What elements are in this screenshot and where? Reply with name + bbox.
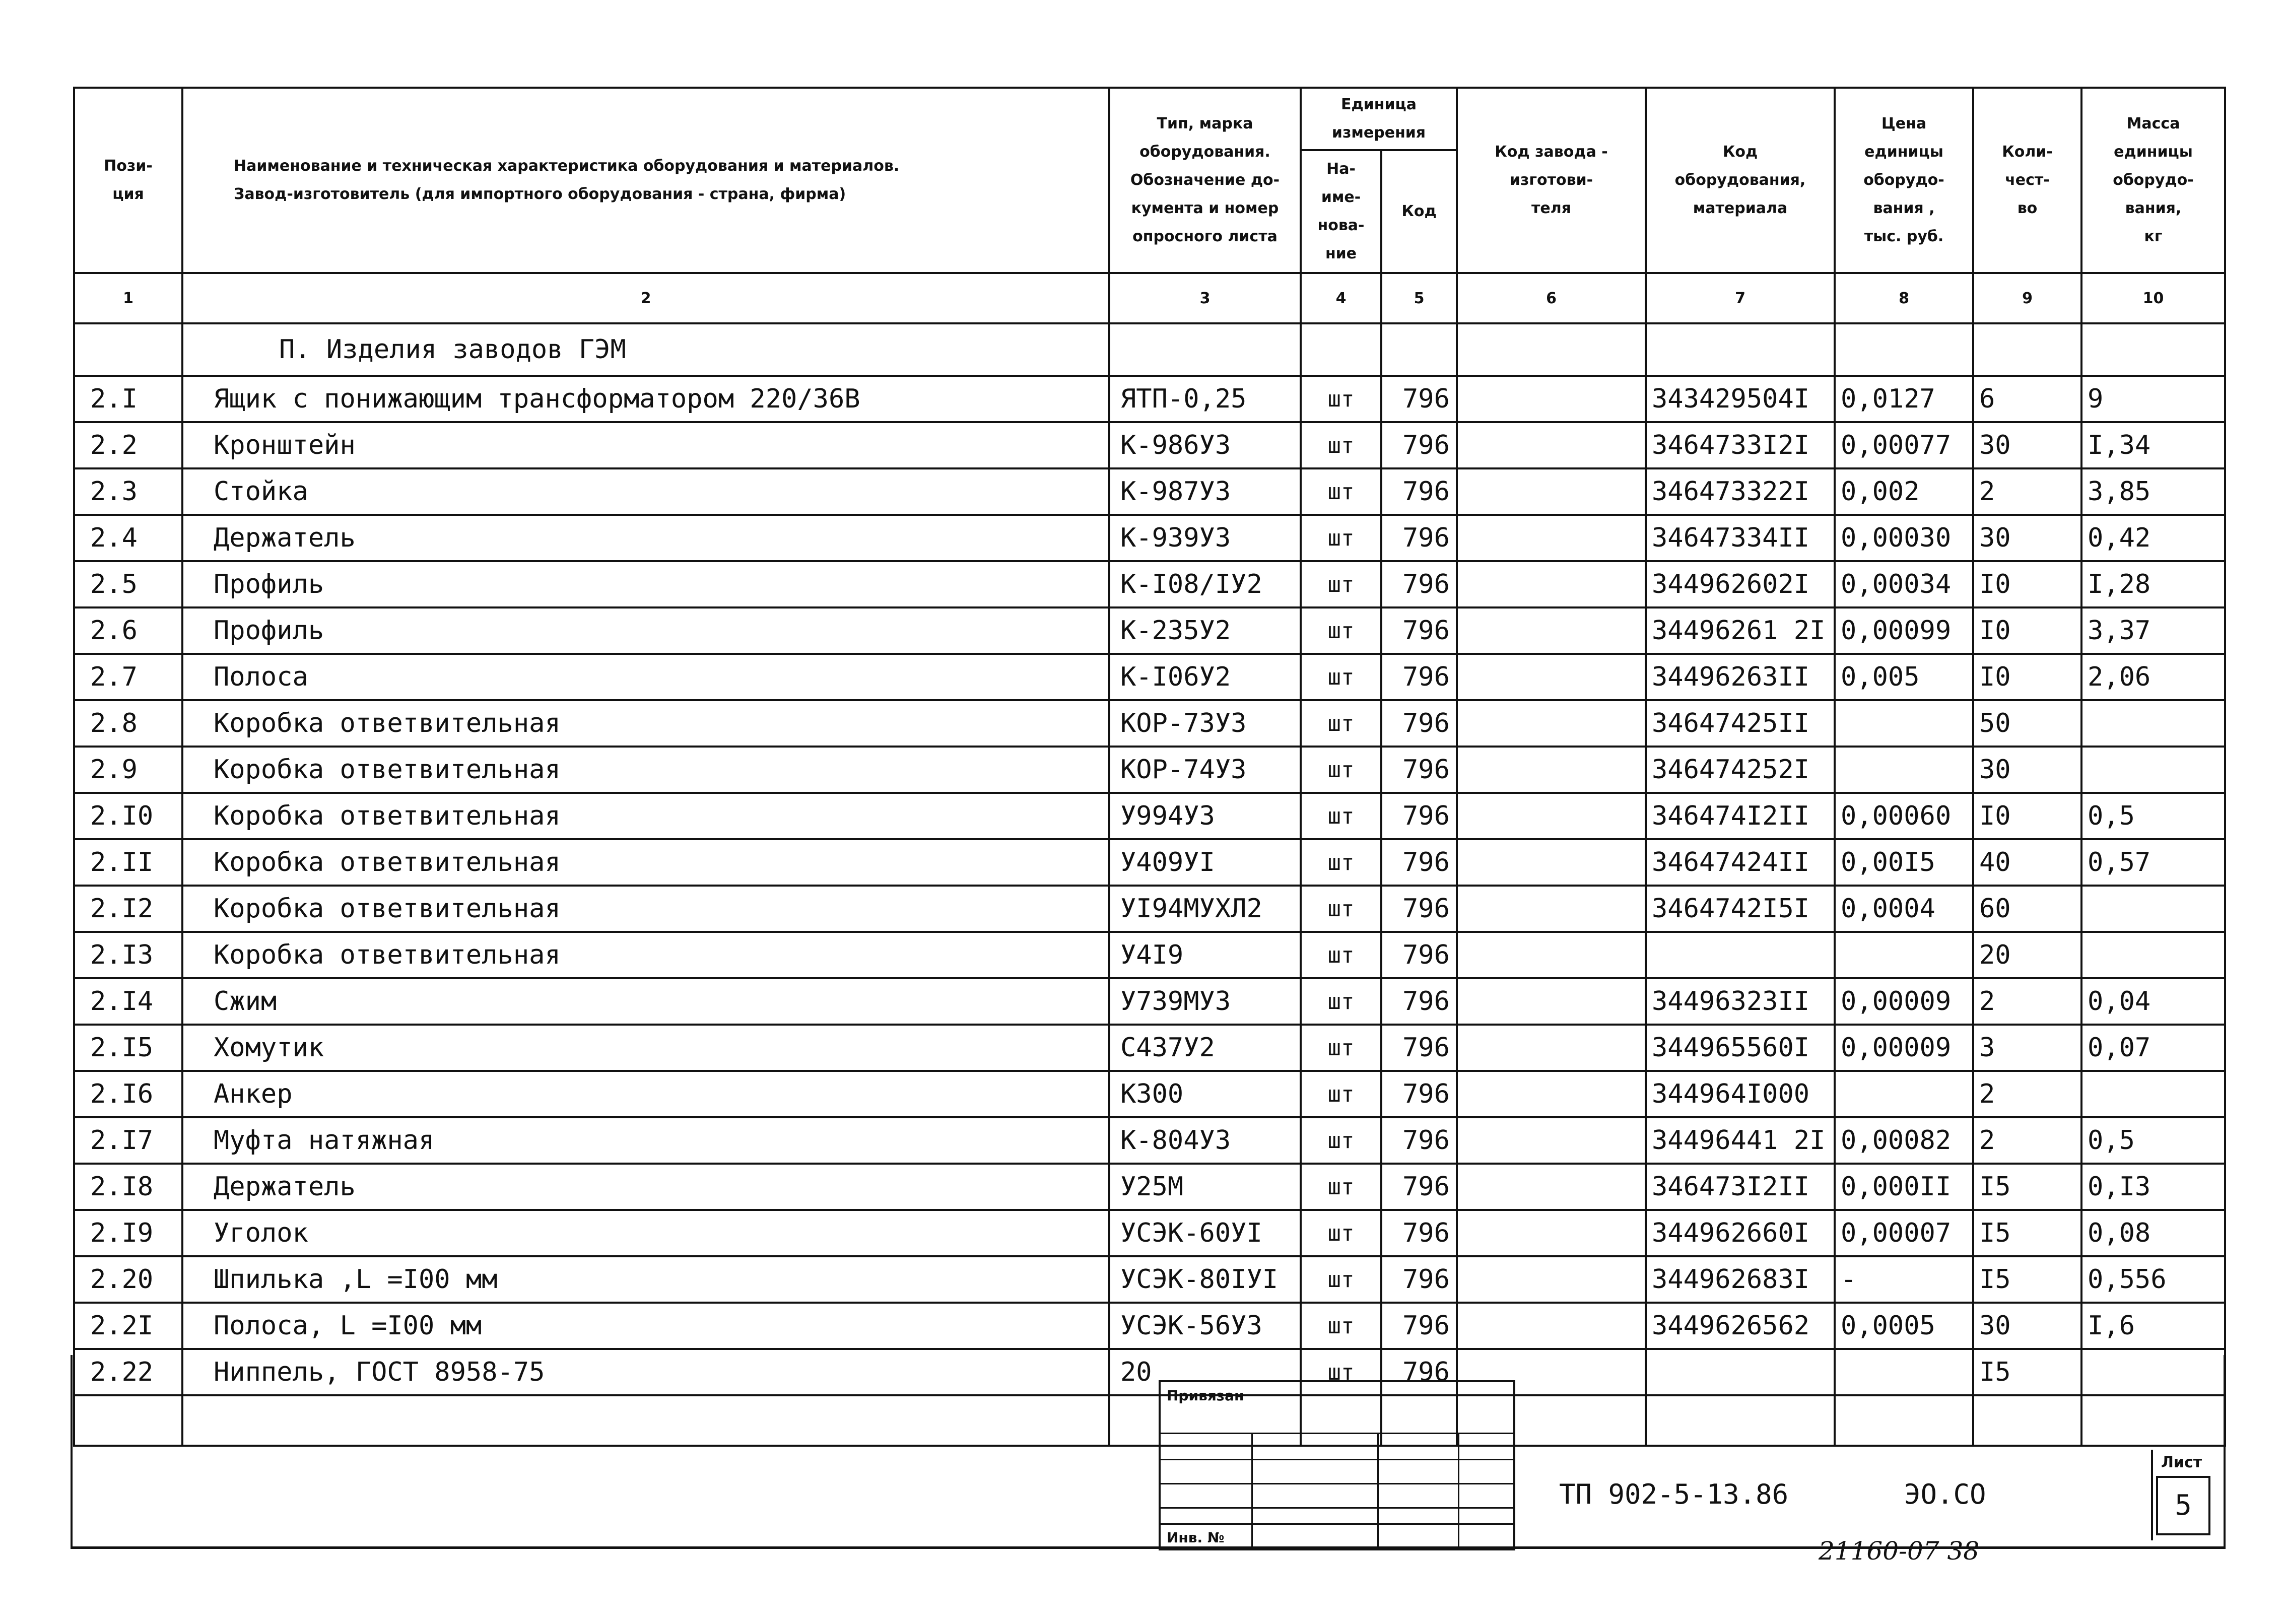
equipment-code-cell: 344962660I (1646, 1210, 1835, 1256)
header-mass: Масса единицы оборудо- вания, кг (2081, 88, 2225, 273)
position-cell: 2.I (74, 376, 182, 422)
table-row (74, 839, 2225, 886)
name-cell: Ниппель, ГОСТ 8958-75 (182, 1349, 1109, 1395)
position-cell: 2.II (74, 839, 182, 886)
quantity-cell: I5 (1973, 1349, 2081, 1395)
unit-code-cell: 796 (1381, 747, 1457, 793)
quantity-cell: 3 (1973, 1025, 2081, 1071)
column-number: 2 (182, 273, 1109, 323)
position-cell: 2.I5 (74, 1025, 182, 1071)
price-cell: 0,00I5 (1835, 839, 1973, 886)
table-row (74, 607, 2225, 654)
unit-code-cell: 796 (1381, 422, 1457, 468)
type-cell: У25М (1109, 1164, 1301, 1210)
specification-table (73, 87, 2226, 1447)
unit-cell: шт (1301, 561, 1381, 607)
type-cell: У409УI (1109, 839, 1301, 886)
name-cell: Коробка ответвительная (182, 932, 1109, 978)
plant-code-cell (1457, 700, 1646, 747)
equipment-code-cell: 344962602I (1646, 561, 1835, 607)
header-plant-code: Код завода - изготови- теля (1457, 88, 1646, 273)
stamp-title: Привязан (1167, 1387, 1244, 1404)
position-cell: 2.7 (74, 654, 182, 700)
position-cell: 2.4 (74, 515, 182, 561)
type-cell: ЯТП-0,25 (1109, 376, 1301, 422)
mass-cell (2081, 700, 2225, 747)
mass-cell: 2,06 (2081, 654, 2225, 700)
mass-cell: 0,5 (2081, 793, 2225, 839)
column-number: 10 (2081, 273, 2225, 323)
quantity-cell: 40 (1973, 839, 2081, 886)
name-cell: Коробка ответвительная (182, 886, 1109, 932)
plant-code-cell (1457, 839, 1646, 886)
unit-code-cell: 796 (1381, 700, 1457, 747)
equipment-code-cell: 34647424II (1646, 839, 1835, 886)
header-type: Тип, марка оборудования. Обозначение до- кумента и номер опросного листа (1109, 88, 1301, 273)
price-cell: 0,00030 (1835, 515, 1973, 561)
price-cell (1835, 700, 1973, 747)
mass-cell: 0,04 (2081, 978, 2225, 1025)
type-cell: К300 (1109, 1071, 1301, 1117)
name-cell: Кронштейн (182, 422, 1109, 468)
plant-code-cell (1457, 515, 1646, 561)
unit-code-cell: 796 (1381, 561, 1457, 607)
type-cell: К-235У2 (1109, 607, 1301, 654)
mass-cell: 0,42 (2081, 515, 2225, 561)
type-cell: К-I08/IУ2 (1109, 561, 1301, 607)
name-cell: Профиль (182, 561, 1109, 607)
frame-bottom (71, 1355, 2226, 1549)
stamp-line (1458, 1433, 1459, 1548)
unit-cell: шт (1301, 1256, 1381, 1303)
header-quantity: Коли- чест- во (1973, 88, 2081, 273)
position-cell: 2.I7 (74, 1117, 182, 1164)
table-row (74, 468, 2225, 515)
equipment-code-cell: 344964I000 (1646, 1071, 1835, 1117)
unit-cell: шт (1301, 1117, 1381, 1164)
column-number: 7 (1646, 273, 1835, 323)
position-cell: 2.3 (74, 468, 182, 515)
unit-cell: шт (1301, 700, 1381, 747)
name-cell: Коробка ответвительная (182, 700, 1109, 747)
name-cell: Муфта натяжная (182, 1117, 1109, 1164)
table-row (74, 793, 2225, 839)
sheet-label: Лист (2161, 1454, 2202, 1471)
unit-cell: шт (1301, 376, 1381, 422)
type-cell: У739МУ3 (1109, 978, 1301, 1025)
quantity-cell: I5 (1973, 1210, 2081, 1256)
type-cell: К-I06У2 (1109, 654, 1301, 700)
table-row (74, 1164, 2225, 1210)
quantity-cell: I0 (1973, 607, 2081, 654)
name-cell: Полоса, L =I00 мм (182, 1303, 1109, 1349)
table-row (74, 422, 2225, 468)
equipment-code-cell: 346474I2II (1646, 793, 1835, 839)
table-row (74, 1025, 2225, 1071)
equipment-code-cell: 346473I2II (1646, 1164, 1835, 1210)
equipment-code-cell: 344962683I (1646, 1256, 1835, 1303)
name-cell: Анкер (182, 1071, 1109, 1117)
position-cell: 2.I6 (74, 1071, 182, 1117)
unit-cell: шт (1301, 886, 1381, 932)
position-cell: 2.I2 (74, 886, 182, 932)
equipment-code-cell: 34647425II (1646, 700, 1835, 747)
quantity-cell: 60 (1973, 886, 2081, 932)
type-cell: К-987У3 (1109, 468, 1301, 515)
column-number: 5 (1381, 273, 1457, 323)
unit-code-cell: 796 (1381, 1164, 1457, 1210)
unit-code-cell: 796 (1381, 1210, 1457, 1256)
plant-code-cell (1457, 561, 1646, 607)
position-cell: 2.I3 (74, 932, 182, 978)
plant-code-cell (1457, 1117, 1646, 1164)
header-name: Наименование и техническая характеристика оборудования и материалов. Завод-изготовитель (для импортного оборудования - страна, фирма) (182, 88, 1109, 273)
unit-cell: шт (1301, 1025, 1381, 1071)
type-cell: У4I9 (1109, 932, 1301, 978)
unit-cell: шт (1301, 468, 1381, 515)
price-cell: 0,0005 (1835, 1303, 1973, 1349)
mass-cell: 0,556 (2081, 1256, 2225, 1303)
name-cell: Сжим (182, 978, 1109, 1025)
quantity-cell: 30 (1973, 422, 2081, 468)
equipment-code-cell: 344965560I (1646, 1025, 1835, 1071)
name-cell: Коробка ответвительная (182, 793, 1109, 839)
unit-cell: шт (1301, 793, 1381, 839)
type-cell: К-804У3 (1109, 1117, 1301, 1164)
document-code: ТП 902-5-13.86 (1559, 1478, 1789, 1510)
unit-cell: шт (1301, 607, 1381, 654)
plant-code-cell (1457, 1025, 1646, 1071)
unit-code-cell: 796 (1381, 793, 1457, 839)
unit-code-cell: 796 (1381, 468, 1457, 515)
unit-cell: шт (1301, 1071, 1381, 1117)
name-cell: Шпилька ,L =I00 мм (182, 1256, 1109, 1303)
price-cell: 0,005 (1835, 654, 1973, 700)
quantity-cell: 6 (1973, 376, 2081, 422)
position-cell: 2.I0 (74, 793, 182, 839)
type-cell: УСЭК-56У3 (1109, 1303, 1301, 1349)
name-cell: Коробка ответвительная (182, 747, 1109, 793)
table-row (74, 1303, 2225, 1349)
stamp-line (1161, 1507, 1513, 1509)
mass-cell (2081, 932, 2225, 978)
quantity-cell: 30 (1973, 747, 2081, 793)
equipment-code-cell: 34496441 2I (1646, 1117, 1835, 1164)
price-cell: 0,00007 (1835, 1210, 1973, 1256)
unit-cell: шт (1301, 932, 1381, 978)
mass-cell: 0,08 (2081, 1210, 2225, 1256)
plant-code-cell (1457, 468, 1646, 515)
price-cell: 0,00034 (1835, 561, 1973, 607)
unit-code-cell: 796 (1381, 607, 1457, 654)
price-cell (1835, 1071, 1973, 1117)
table-row (74, 932, 2225, 978)
price-cell (1835, 932, 1973, 978)
quantity-cell: 30 (1973, 1303, 2081, 1349)
equipment-code-cell: 3464742I5I (1646, 886, 1835, 932)
price-cell: 0,00077 (1835, 422, 1973, 468)
mass-cell: 0,I3 (2081, 1164, 2225, 1210)
unit-code-cell: 796 (1381, 886, 1457, 932)
table-row (74, 747, 2225, 793)
position-cell: 2.I8 (74, 1164, 182, 1210)
table-row (74, 515, 2225, 561)
stamp-line (1377, 1433, 1379, 1548)
equipment-code-cell: 3464733I2I (1646, 422, 1835, 468)
position-cell: 2.2 (74, 422, 182, 468)
name-cell: Стойка (182, 468, 1109, 515)
type-cell: УI94МУХЛ2 (1109, 886, 1301, 932)
quantity-cell: 20 (1973, 932, 2081, 978)
name-cell: Держатель (182, 1164, 1109, 1210)
unit-cell: шт (1301, 422, 1381, 468)
price-cell: 0,00082 (1835, 1117, 1973, 1164)
unit-code-cell: 796 (1381, 839, 1457, 886)
table-row (74, 654, 2225, 700)
plant-code-cell (1457, 1071, 1646, 1117)
type-cell: С437У2 (1109, 1025, 1301, 1071)
unit-code-cell: 796 (1381, 1025, 1457, 1071)
column-number: 8 (1835, 273, 1973, 323)
stamp-line (1161, 1483, 1513, 1484)
mass-cell: 0,5 (2081, 1117, 2225, 1164)
table-row (74, 978, 2225, 1025)
header-unit-group: Единица измерения (1301, 88, 1457, 150)
name-cell: Уголок (182, 1210, 1109, 1256)
mass-cell (2081, 1071, 2225, 1117)
section-row (74, 323, 2225, 376)
position-cell: 2.8 (74, 700, 182, 747)
price-cell: 0,00009 (1835, 978, 1973, 1025)
quantity-cell: 2 (1973, 1071, 2081, 1117)
header-unit-name: На- име- нова- ние (1301, 150, 1381, 273)
table-row (74, 1210, 2225, 1256)
table-body (74, 376, 2225, 1395)
name-cell: Хомутик (182, 1025, 1109, 1071)
type-cell: У994У3 (1109, 793, 1301, 839)
quantity-cell: I0 (1973, 654, 2081, 700)
unit-cell: шт (1301, 978, 1381, 1025)
mass-cell: 0,07 (2081, 1025, 2225, 1071)
unit-cell: шт (1301, 839, 1381, 886)
plant-code-cell (1457, 1210, 1646, 1256)
unit-cell: шт (1301, 515, 1381, 561)
price-cell: 0,000II (1835, 1164, 1973, 1210)
header-row (74, 88, 2225, 150)
quantity-cell: 2 (1973, 468, 2081, 515)
unit-code-cell: 796 (1381, 515, 1457, 561)
column-number: 9 (1973, 273, 2081, 323)
equipment-code-cell: 34647334II (1646, 515, 1835, 561)
mass-cell: 3,85 (2081, 468, 2225, 515)
document-suffix: ЭО.СО (1904, 1478, 1986, 1510)
sheet-number: 5 (2156, 1476, 2210, 1535)
header-equipment-code: Код оборудования, материала (1646, 88, 1835, 273)
binding-stamp (1159, 1380, 1515, 1550)
header-position: Пози- ция (74, 88, 182, 273)
plant-code-cell (1457, 1303, 1646, 1349)
table-row (74, 700, 2225, 747)
unit-cell: шт (1301, 747, 1381, 793)
price-cell: 0,00060 (1835, 793, 1973, 839)
quantity-cell: 2 (1973, 978, 2081, 1025)
position-cell: 2.I4 (74, 978, 182, 1025)
type-cell: КОР-73У3 (1109, 700, 1301, 747)
column-number: 4 (1301, 273, 1381, 323)
equipment-code-cell (1646, 932, 1835, 978)
position-cell: 2.6 (74, 607, 182, 654)
equipment-code-cell: 346474252I (1646, 747, 1835, 793)
price-cell: 0,00009 (1835, 1025, 1973, 1071)
unit-code-cell: 796 (1381, 654, 1457, 700)
equipment-code-cell: 34496263II (1646, 654, 1835, 700)
price-cell: - (1835, 1256, 1973, 1303)
table-row (74, 886, 2225, 932)
unit-code-cell: 796 (1381, 1071, 1457, 1117)
name-cell: Коробка ответвительная (182, 839, 1109, 886)
quantity-cell: I5 (1973, 1256, 2081, 1303)
unit-code-cell: 796 (1381, 978, 1457, 1025)
mass-cell: I,34 (2081, 422, 2225, 468)
column-number-row (74, 273, 2225, 323)
quantity-cell: I5 (1973, 1164, 2081, 1210)
plant-code-cell (1457, 654, 1646, 700)
plant-code-cell (1457, 932, 1646, 978)
position-cell: 2.5 (74, 561, 182, 607)
table-row (74, 1117, 2225, 1164)
type-cell: КОР-74У3 (1109, 747, 1301, 793)
mass-cell (2081, 886, 2225, 932)
type-cell: УСЭК-60УI (1109, 1210, 1301, 1256)
unit-code-cell: 796 (1381, 1256, 1457, 1303)
unit-code-cell: 796 (1381, 932, 1457, 978)
unit-cell: шт (1301, 654, 1381, 700)
unit-cell: шт (1301, 1210, 1381, 1256)
mass-cell: 0,57 (2081, 839, 2225, 886)
position-cell: 2.I9 (74, 1210, 182, 1256)
unit-cell: шт (1301, 1164, 1381, 1210)
name-cell: Полоса (182, 654, 1109, 700)
column-number: 1 (74, 273, 182, 323)
mass-cell: I,6 (2081, 1303, 2225, 1349)
unit-code-cell: 796 (1381, 1117, 1457, 1164)
type-cell: К-986У3 (1109, 422, 1301, 468)
name-cell: Держатель (182, 515, 1109, 561)
table-row (74, 1256, 2225, 1303)
equipment-code-cell: 3449626562 (1646, 1303, 1835, 1349)
mass-cell: 3,37 (2081, 607, 2225, 654)
type-cell: 20 (1109, 1349, 1301, 1395)
position-cell: 2.9 (74, 747, 182, 793)
stamp-line (1251, 1433, 1253, 1548)
section-title: П. Изделия заводов ГЭМ (182, 323, 1109, 376)
table-row (74, 1071, 2225, 1117)
archive-number: 21160-07 38 (1819, 1536, 1980, 1566)
unit-cell: шт (1301, 1303, 1381, 1349)
table-row (74, 376, 2225, 422)
table-row (74, 561, 2225, 607)
price-cell: 0,0004 (1835, 886, 1973, 932)
position-cell: 2.22 (74, 1349, 182, 1395)
column-number: 6 (1457, 273, 1646, 323)
type-cell: УСЭК-80IУI (1109, 1256, 1301, 1303)
equipment-code-cell: 346473322I (1646, 468, 1835, 515)
position-cell: 2.2I (74, 1303, 182, 1349)
name-cell: Профиль (182, 607, 1109, 654)
plant-code-cell (1457, 1164, 1646, 1210)
stamp-line (1161, 1523, 1513, 1525)
plant-code-cell (1457, 376, 1646, 422)
price-cell (1835, 747, 1973, 793)
unit-code-cell: 796 (1381, 376, 1457, 422)
plant-code-cell (1457, 607, 1646, 654)
equipment-code-cell: 34496323II (1646, 978, 1835, 1025)
quantity-cell: I0 (1973, 793, 2081, 839)
mass-cell: I,28 (2081, 561, 2225, 607)
plant-code-cell (1457, 422, 1646, 468)
equipment-code-cell: 34496261 2I (1646, 607, 1835, 654)
inventory-number-label: Инв. № (1167, 1529, 1225, 1546)
mass-cell: 9 (2081, 376, 2225, 422)
stamp-line (1161, 1459, 1513, 1460)
price-cell: 0,002 (1835, 468, 1973, 515)
plant-code-cell (1457, 1256, 1646, 1303)
equipment-code-cell: 343429504I (1646, 376, 1835, 422)
plant-code-cell (1457, 747, 1646, 793)
unit-code-cell: 796 (1381, 1349, 1457, 1395)
unit-cell: шт (1301, 1349, 1381, 1395)
quantity-cell: 30 (1973, 515, 2081, 561)
type-cell: К-939У3 (1109, 515, 1301, 561)
name-cell: Ящик с понижающим трансформатором 220/36В (182, 376, 1109, 422)
plant-code-cell (1457, 978, 1646, 1025)
price-cell: 0,0127 (1835, 376, 1973, 422)
mass-cell (2081, 747, 2225, 793)
price-cell: 0,00099 (1835, 607, 1973, 654)
quantity-cell: 50 (1973, 700, 2081, 747)
position-cell: 2.20 (74, 1256, 182, 1303)
quantity-cell: 2 (1973, 1117, 2081, 1164)
quantity-cell: I0 (1973, 561, 2081, 607)
header-unit-code: Код (1381, 150, 1457, 273)
plant-code-cell (1457, 793, 1646, 839)
unit-code-cell: 796 (1381, 1303, 1457, 1349)
header-price: Цена единицы оборудо- вания , тыс. руб. (1835, 88, 1973, 273)
stamp-line (1161, 1433, 1513, 1434)
column-number: 3 (1109, 273, 1301, 323)
plant-code-cell (1457, 886, 1646, 932)
